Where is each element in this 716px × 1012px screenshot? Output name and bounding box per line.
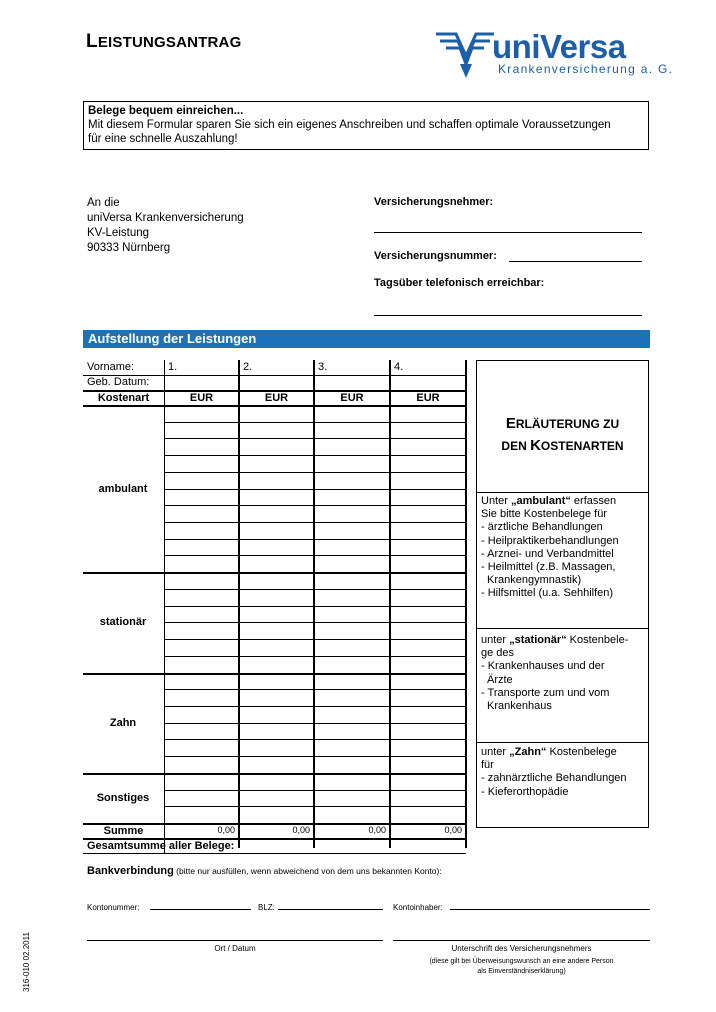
sum-value: 0,00 <box>444 825 462 835</box>
amount-cell[interactable] <box>165 791 237 806</box>
place-date-field[interactable] <box>87 940 383 941</box>
amount-cell[interactable] <box>240 439 312 454</box>
amount-cell[interactable] <box>240 690 312 705</box>
amount-cell[interactable] <box>391 757 464 772</box>
recipient-address <box>87 196 244 256</box>
amount-cell[interactable] <box>315 623 388 638</box>
amount-cell[interactable] <box>391 807 464 822</box>
address-line: 90333 Nürnberg <box>87 242 171 254</box>
amount-cell[interactable] <box>391 523 464 538</box>
amount-cell[interactable] <box>240 456 312 471</box>
amount-cell[interactable] <box>391 607 464 622</box>
amount-cell[interactable] <box>315 791 388 806</box>
amount-cell[interactable] <box>165 556 237 571</box>
signature-field[interactable] <box>393 940 650 941</box>
kostenart-header: Kostenart <box>97 392 150 404</box>
amount-cell[interactable] <box>165 740 237 755</box>
category-stationaer: stationär <box>99 616 147 628</box>
amount-cell[interactable] <box>165 707 237 722</box>
amount-cell[interactable] <box>240 740 312 755</box>
info-heading: Belege bequem einreichen... <box>88 105 244 117</box>
amount-cell[interactable] <box>391 406 464 421</box>
amount-cell[interactable] <box>240 490 312 505</box>
amount-cell[interactable] <box>315 456 388 471</box>
policyholder-label: Versicherungsnehmer: <box>374 196 494 208</box>
info-line-1: Mit diesem Formular sparen Sie sich ein eigenes Anschreiben und schaffen optimale Voraussetzungen <box>88 119 611 131</box>
amount-cell[interactable] <box>165 623 237 638</box>
amount-cell[interactable] <box>240 724 312 739</box>
policy-number-label: Versicherungsnummer: <box>374 250 497 262</box>
amount-cell[interactable] <box>165 406 237 421</box>
summe-label: Summe <box>103 825 144 837</box>
explanation-title: ERLÄUTERUNG ZU DEN KOSTENARTEN <box>501 415 624 454</box>
phone-field[interactable] <box>374 315 642 316</box>
amount-cell[interactable] <box>315 439 388 454</box>
amount-cell[interactable] <box>315 724 388 739</box>
amount-cell[interactable] <box>165 590 237 605</box>
blz-label: BLZ: <box>258 903 275 912</box>
category-sonstiges: Sonstiges <box>96 792 150 804</box>
amount-cell[interactable] <box>391 690 464 705</box>
form-title: LEISTUNGSANTRAG <box>86 31 242 52</box>
amount-cell[interactable] <box>240 623 312 638</box>
amount-cell[interactable] <box>315 607 388 622</box>
person-number: 3. <box>318 361 328 373</box>
amount-cell[interactable] <box>315 640 388 655</box>
policyholder-field[interactable] <box>374 232 642 233</box>
amount-cell[interactable] <box>391 724 464 739</box>
amount-cell[interactable] <box>165 690 237 705</box>
amount-cell[interactable] <box>165 774 237 789</box>
amount-cell[interactable] <box>391 506 464 521</box>
phone-label: Tagsüber telefonisch erreichbar: <box>374 277 545 289</box>
currency-header: EUR <box>416 392 440 404</box>
amount-cell[interactable] <box>315 774 388 789</box>
section-title: Aufstellung der Leistungen <box>83 330 650 348</box>
amount-cell[interactable] <box>315 523 388 538</box>
amount-cell[interactable] <box>315 690 388 705</box>
amount-cell[interactable] <box>391 540 464 555</box>
sum-value: 0,00 <box>368 825 386 835</box>
amount-cell[interactable] <box>165 757 237 772</box>
amount-cell[interactable] <box>315 473 388 488</box>
amount-cell[interactable] <box>165 674 237 689</box>
amount-cell[interactable] <box>240 506 312 521</box>
account-holder-field[interactable] <box>450 909 650 910</box>
amount-cell[interactable] <box>315 406 388 421</box>
amount-cell[interactable] <box>391 573 464 588</box>
amount-cell[interactable] <box>391 556 464 571</box>
amount-cell[interactable] <box>240 640 312 655</box>
amount-cell[interactable] <box>315 757 388 772</box>
amount-cell[interactable] <box>240 423 312 438</box>
amount-cell[interactable] <box>391 473 464 488</box>
address-line: uniVersa Krankenversicherung <box>87 212 244 224</box>
amount-cell[interactable] <box>165 657 237 672</box>
amount-cell[interactable] <box>391 623 464 638</box>
logo-wordmark: uniVersa <box>492 28 626 65</box>
explanation-ambulant: Unter „ambulant“ erfassen Sie bitte Kostenbelege für - ärztliche Behandlungen - Heilpraktikerbehandlungen - Arznei- und Verbandmittel - Heilmittel (z.B. Massagen, Krankengymnastik) - Hilfsmittel (u.a. Sehhilfen) <box>481 495 619 600</box>
amount-cell[interactable] <box>240 707 312 722</box>
amount-cell[interactable] <box>391 640 464 655</box>
amount-cell[interactable] <box>240 590 312 605</box>
amount-cell[interactable] <box>240 791 312 806</box>
person-number: 1. <box>168 361 178 373</box>
signature-note: (diese gilt bei Überweisungswunsch an eine andere Person als Einverständniserklärung) <box>429 958 614 975</box>
amount-cell[interactable] <box>391 490 464 505</box>
amount-cell[interactable] <box>165 439 237 454</box>
amount-cell[interactable] <box>391 423 464 438</box>
amount-cell[interactable] <box>315 707 388 722</box>
amount-cell[interactable] <box>240 774 312 789</box>
amount-cell[interactable] <box>240 607 312 622</box>
amount-cell[interactable] <box>391 456 464 471</box>
gebdatum-label: Geb. Datum: <box>87 376 150 388</box>
logo-subtitle: Krankenversicherung a. G. <box>498 62 674 76</box>
amount-cell[interactable] <box>240 473 312 488</box>
vorname-label: Vorname: <box>87 361 135 373</box>
amount-cell[interactable] <box>315 540 388 555</box>
amount-cell[interactable] <box>315 807 388 822</box>
account-holder-label: Kontoinhaber: <box>393 903 443 912</box>
person-number: 4. <box>394 361 404 373</box>
currency-header: EUR <box>189 392 214 404</box>
amount-cell[interactable] <box>240 657 312 672</box>
amount-cell[interactable] <box>165 573 237 588</box>
bank-heading: Bankverbindung (bitte nur ausfüllen, wenn abweichend von dem uns bekannten Konto): <box>87 865 442 877</box>
blz-field[interactable] <box>278 909 383 910</box>
amount-cell[interactable] <box>240 674 312 689</box>
explanation-zahn: unter „Zahn“ Kostenbelege für - zahnärztliche Behandlungen - Kieferorthopädie <box>481 746 627 798</box>
amount-cell[interactable] <box>165 423 237 438</box>
amount-cell[interactable] <box>315 556 388 571</box>
person-input[interactable] <box>241 360 310 389</box>
place-date-label: Ort / Datum <box>214 944 256 953</box>
person-input[interactable] <box>166 360 235 389</box>
amount-cell[interactable] <box>315 506 388 521</box>
amount-cell[interactable] <box>315 423 388 438</box>
amount-cell[interactable] <box>315 740 388 755</box>
policy-number-field[interactable] <box>509 261 642 262</box>
info-line-2: für eine schnelle Auszahlung! <box>88 133 238 145</box>
account-number-field[interactable] <box>150 909 251 910</box>
amount-cell[interactable] <box>240 807 312 822</box>
amount-cell[interactable] <box>165 724 237 739</box>
sum-value: 0,00 <box>217 825 235 835</box>
sum-value: 0,00 <box>292 825 310 835</box>
amount-cell[interactable] <box>165 523 237 538</box>
address-line: KV-Leistung <box>87 227 150 239</box>
info-box <box>83 101 649 150</box>
person-input[interactable] <box>316 360 386 389</box>
amount-cell[interactable] <box>165 506 237 521</box>
amount-cell[interactable] <box>165 490 237 505</box>
amount-cell[interactable] <box>315 573 388 588</box>
amount-cell[interactable] <box>391 657 464 672</box>
amount-cell[interactable] <box>391 774 464 789</box>
account-number-label: Kontonummer: <box>87 903 140 912</box>
amount-cell[interactable] <box>240 573 312 588</box>
amount-cell[interactable] <box>165 807 237 822</box>
currency-header: EUR <box>264 392 289 404</box>
amount-cell[interactable] <box>240 556 312 571</box>
amount-cell[interactable] <box>391 439 464 454</box>
signature-label: Unterschrift des Versicherungsnehmers <box>451 944 592 953</box>
amount-cell[interactable] <box>165 640 237 655</box>
explanation-stationaer: unter „stationär“ Kostenbele- ge des - Krankenhauses und der Ärzte - Transporte zum und vom Krankenhaus <box>481 634 629 713</box>
category-zahn: Zahn <box>109 717 137 729</box>
amount-cell[interactable] <box>165 540 237 555</box>
person-number: 2. <box>243 361 253 373</box>
grand-total-field[interactable] <box>166 840 464 852</box>
amount-cell[interactable] <box>391 791 464 806</box>
person-input[interactable] <box>392 360 462 389</box>
amount-cell[interactable] <box>315 590 388 605</box>
amount-cell[interactable] <box>240 406 312 421</box>
amount-cell[interactable] <box>165 456 237 471</box>
amount-cell[interactable] <box>315 490 388 505</box>
amount-cell[interactable] <box>240 523 312 538</box>
grand-total-label: Gesamtsumme aller Belege: <box>87 840 235 852</box>
amount-cell[interactable] <box>315 674 388 689</box>
amount-cell[interactable] <box>391 674 464 689</box>
address-line: An die <box>87 197 120 209</box>
form-code: 316-010 02.2011 <box>22 932 31 992</box>
amount-cell[interactable] <box>315 657 388 672</box>
amount-cell[interactable] <box>165 607 237 622</box>
amount-cell[interactable] <box>391 590 464 605</box>
amount-cell[interactable] <box>165 473 237 488</box>
amount-cell[interactable] <box>391 707 464 722</box>
currency-header: EUR <box>340 392 364 404</box>
amount-cell[interactable] <box>240 540 312 555</box>
amount-cell[interactable] <box>391 740 464 755</box>
category-ambulant: ambulant <box>98 483 148 495</box>
amount-cell[interactable] <box>240 757 312 772</box>
